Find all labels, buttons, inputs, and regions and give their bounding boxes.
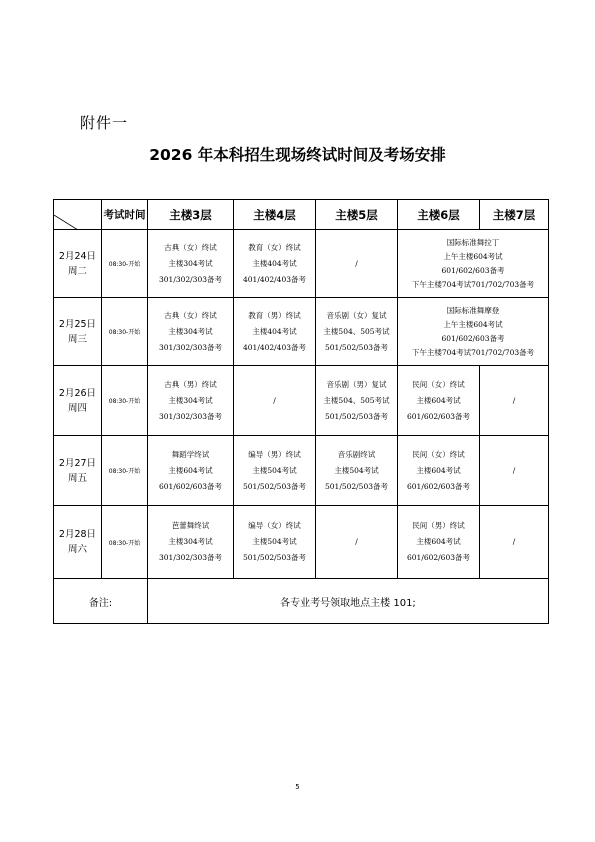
document-title: 2026 年本科招生现场终试时间及考场安排 — [149, 146, 446, 164]
floor3-cell: 古典（女）终试 主楼304考试 301/302/303备考 — [148, 230, 234, 298]
start-time-cell: 08:30-开始 — [102, 298, 148, 366]
header-time: 考试时间 — [102, 200, 148, 230]
date-cell: 2月28日 周六 — [54, 506, 102, 579]
annex-label: 附件一 — [80, 114, 129, 132]
table-row — [54, 366, 549, 436]
start-time-cell: 08:30-开始 — [102, 230, 148, 298]
table-row — [54, 230, 549, 298]
floor6-7-cell: 国际标准舞摩登 上午主楼604考试 601/602/603备考 下午主楼704考试701/702/703备考 — [398, 298, 549, 366]
floor3-cell: 古典（女）终试 主楼304考试 301/302/303备考 — [148, 298, 234, 366]
start-time-cell: 08:30-开始 — [102, 436, 148, 506]
date-cell: 2月26日 周四 — [54, 366, 102, 436]
start-time-cell: 08:30-开始 — [102, 506, 148, 579]
floor7-cell: / — [480, 436, 549, 506]
floor5-cell: 音乐剧终试 主楼504考试 501/502/503备考 — [316, 436, 398, 506]
table-row — [54, 298, 549, 366]
date-cell: 2月24日 周二 — [54, 230, 102, 298]
date-cell: 2月25日 周三 — [54, 298, 102, 366]
floor4-cell: 编导（男）终试 主楼504考试 501/502/503备考 — [234, 436, 316, 506]
note-label: 备注: — [54, 579, 148, 624]
floor6-cell: 民间（女）终试 主楼604考试 601/602/603备考 — [398, 436, 480, 506]
floor3-cell: 古典（男）终试 主楼304考试 301/302/303备考 — [148, 366, 234, 436]
floor6-7-cell: 国际标准舞拉丁 上午主楼604考试 601/602/603备考 下午主楼704考试701/702/703备考 — [398, 230, 549, 298]
floor4-cell: 编导（女）终试 主楼504考试 501/502/503备考 — [234, 506, 316, 579]
header-floor3: 主楼3层 — [148, 200, 234, 230]
floor7-cell: / — [480, 366, 549, 436]
floor5-cell: 音乐剧（男）复试 主楼504、505考试 501/502/503备考 — [316, 366, 398, 436]
exam-schedule-table — [53, 199, 549, 624]
floor5-cell: / — [316, 230, 398, 298]
diagonal-header-cell — [54, 200, 102, 230]
header-floor6: 主楼6层 — [398, 200, 480, 230]
page-number: 5 — [295, 783, 300, 791]
header-floor4: 主楼4层 — [234, 200, 316, 230]
header-floor5: 主楼5层 — [316, 200, 398, 230]
floor4-cell: 教育（男）终试 主楼404考试 401/402/403备考 — [234, 298, 316, 366]
table-row — [54, 436, 549, 506]
floor6-cell: 民间（男）终试 主楼604考试 601/602/603备考 — [398, 506, 480, 579]
floor5-cell: / — [316, 506, 398, 579]
header-row — [54, 200, 549, 230]
date-cell: 2月27日 周五 — [54, 436, 102, 506]
floor4-cell: 教育（女）终试 主楼404考试 401/402/403备考 — [234, 230, 316, 298]
floor5-cell: 音乐剧（女）复试 主楼504、505考试 501/502/503备考 — [316, 298, 398, 366]
note-text: 各专业考号领取地点主楼 101; — [148, 579, 549, 624]
floor3-cell: 舞蹈学终试 主楼604考试 601/602/603备考 — [148, 436, 234, 506]
diagonal-line-icon — [54, 215, 102, 230]
floor4-cell: / — [234, 366, 316, 436]
start-time-cell: 08:30-开始 — [102, 366, 148, 436]
floor6-cell: 民间（女）终试 主楼604考试 601/602/603备考 — [398, 366, 480, 436]
table-row — [54, 506, 549, 579]
floor7-cell: / — [480, 506, 549, 579]
floor3-cell: 芭蕾舞终试 主楼304考试 301/302/303备考 — [148, 506, 234, 579]
header-floor7: 主楼7层 — [480, 200, 549, 230]
note-row — [54, 579, 549, 624]
